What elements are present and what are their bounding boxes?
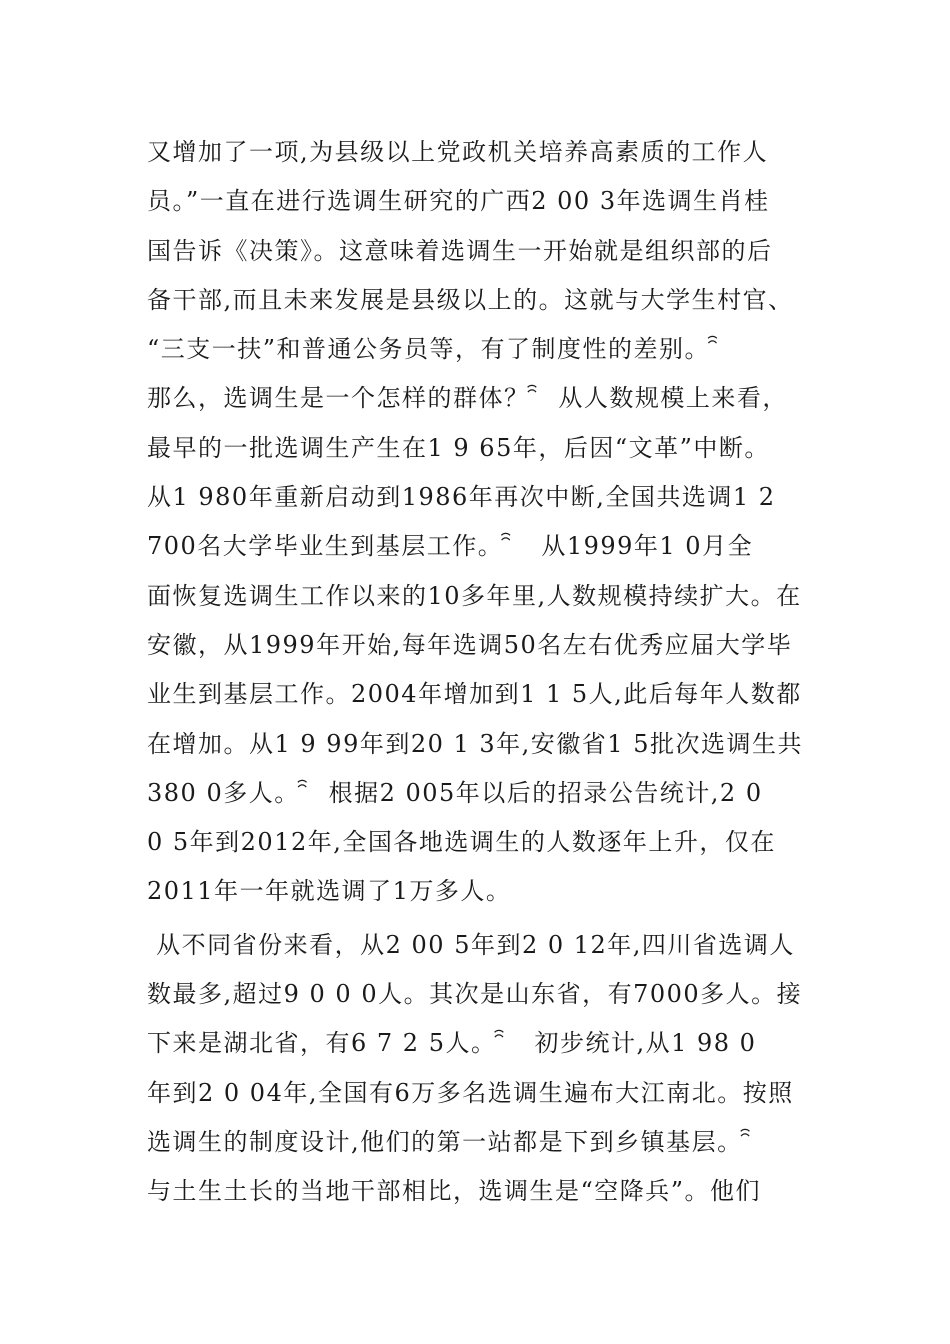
- text-line: 与土生土长的当地干部相比，选调生是“空降兵”。他们: [147, 1177, 762, 1206]
- text-line: 国告诉《决策》。这意味着选调生一开始就是组织部的后: [147, 236, 773, 265]
- text-line: 备干部,而且未来发展是县级以上的。这就与大学生村官、: [147, 285, 794, 314]
- text-line: 2011年一年就选调了1万多人。: [147, 877, 512, 906]
- text-line: 下来是湖北省，有6 7 2 5人。 ꩰ 初步统计,从1 98 0: [147, 1029, 757, 1058]
- text-line: 那么，选调生是一个怎样的群体？ ꩰ 从人数规模上来看，: [147, 384, 788, 413]
- text-line: 业生到基层工作。2004年增加到1 1 5人,此后每年人数都: [147, 680, 802, 709]
- text-line: 员。”一直在进行选调生研究的广西2 00 3年选调生肖桂: [147, 187, 770, 216]
- text-line: 面恢复选调生工作以来的10多年里,人数规模持续扩大。在: [147, 581, 802, 610]
- text-line: 从不同省份来看，从2 00 5年到2 0 12年,四川省选调人: [147, 930, 795, 959]
- text-line: 年到2 0 04年,全国有6万多名选调生遍布大江南北。按照: [147, 1078, 794, 1107]
- text-line: 700名大学毕业生到基层工作。 ꩰ 从1999年1 0月全: [147, 532, 754, 561]
- body-text: [147, 128, 827, 1217]
- text-line: 0 5年到2012年,全国各地选调生的人数逐年上升，仅在: [147, 828, 776, 857]
- text-line: 在增加。从1 9 99年到20 1 3年,安徽省1 5批次选调生共: [147, 729, 803, 758]
- text-line: 380 0多人。 ꩰ 根据2 005年以后的招录公告统计,2 0: [147, 778, 763, 807]
- text-line: 选调生的制度设计,他们的第一站都是下到乡镇基层。 ꩰ: [147, 1127, 754, 1156]
- text-line: 数最多,超过9 0 0 0人。其次是山东省，有7000多人。接: [147, 980, 803, 1009]
- text-line: “三支一扶”和普通公务员等，有了制度性的差别。 ꩰ: [147, 335, 721, 364]
- text-line: 最早的一批选调生产生在1 9 65年，后因“文革”中断。: [147, 433, 770, 462]
- text-line: 安徽，从1999年开始,每年选调50名左右优秀应届大学毕: [147, 630, 793, 659]
- text-line: 又增加了一项,为县级以上党政机关培养高素质的工作人: [147, 138, 769, 166]
- text-line: 从1 980年重新启动到1986年再次中断,全国共选调1 2: [147, 483, 776, 512]
